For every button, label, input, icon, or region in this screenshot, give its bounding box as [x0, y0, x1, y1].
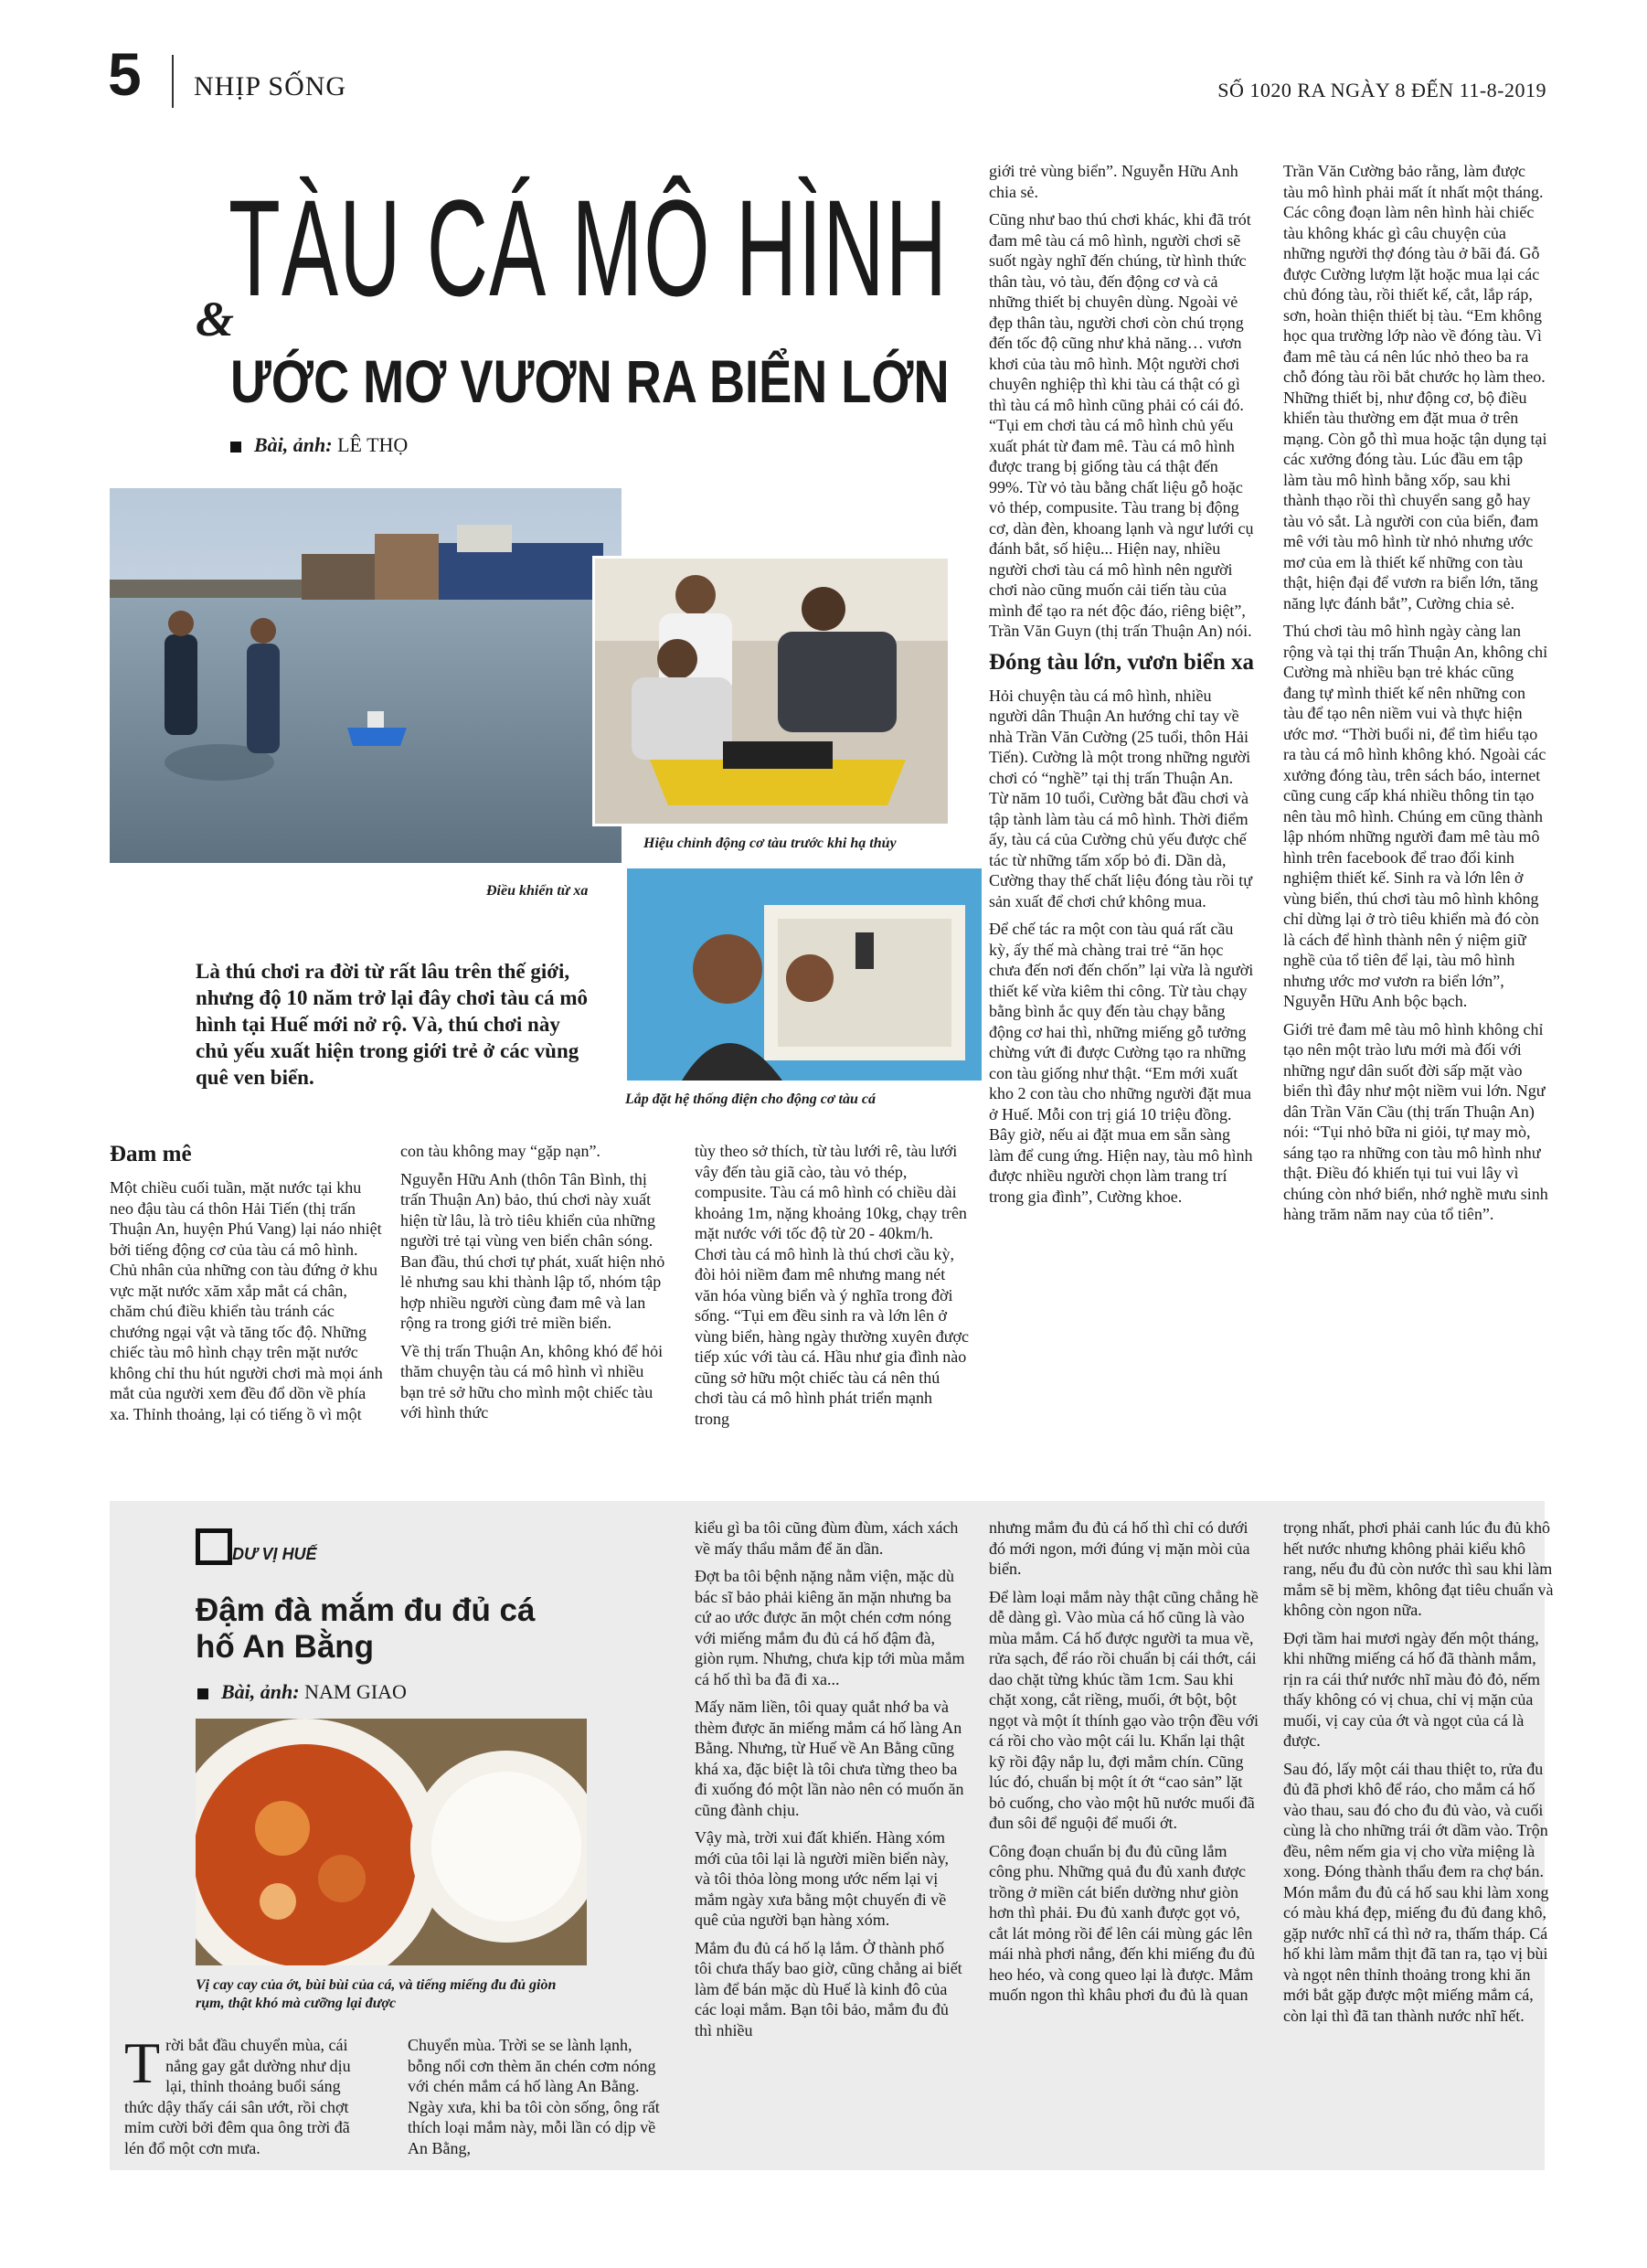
photo-fish-sauce-image	[196, 1719, 587, 1965]
col4-paragraph-3: Hỏi chuyện tàu cá mô hình, nhiều người dân Thuận An hướng chỉ tay về nhà Trần Văn Cường (25 tuổi, thôn Hải Tiến). Cường là một trong những người chơi có “nghề” tại thị trấn Thuận An. Từ năm 10 tuổi, Cường bắt đầu chơi và tập tành làm tàu cá mô hình. Thời điểm ấy, tàu cá của Cường chủ yếu được chế tác từ những tấm xốp bỏ đi. Dần dà, Cường thay thế chất liệu đóng tàu rồi tự sản xuất để chơi chứ không mua.	[989, 686, 1252, 910]
article-column-2	[400, 1141, 671, 1431]
caption-electrical: Lắp đặt hệ thống điện cho động cơ tàu cá	[625, 1091, 876, 1107]
box-column-d	[989, 1517, 1259, 2013]
dropcap: T	[124, 2030, 161, 2095]
box-byline	[197, 1680, 407, 1704]
col5-paragraph-1: Trần Văn Cường bảo rằng, làm được tàu mô hình phải mất ít nhất một tháng. Các công đoạn làm nên hình hài chiếc tàu không khác gì câu chuyện của những người thợ đóng tàu ở bãi đá. Gỗ được Cường lượm lặt hoặc mua lại các chủ đóng tàu, rồi thiết kế, cắt, lắp ráp, sơn, hoàn thiện thiết bị tàu. “Em không học qua trường lớp nào về đóng tàu. Vì đam mê tàu cá nên lúc nhỏ theo ba ra chỗ đóng tàu rồi bắt chước họ làm theo. Những thiết bị, như động cơ, bộ điều khiển tàu thường em đặt mua ở trên mạng. Còn gỗ thì mua hoặc tận dụng tại các xưởng đóng tàu. Lúc đầu em tập làm tàu mô hình bằng xốp, sau khi thành thạo rồi thì chuyển sang gỗ hay tàu vỏ sắt. Là người con của biển, đam mê với tàu mô hình từ nhỏ nhưng ước mơ của em là thiết kế những con tàu thật, hiện đại để vươn ra biển lớn, tăng năng lực đánh bắt”, Cường chia sẻ.	[1283, 162, 1547, 612]
byline-author: LÊ THỌ	[337, 433, 409, 456]
box-column-b	[408, 2035, 665, 2166]
section-name: NHỊP SỐNG	[194, 71, 347, 101]
box-col-c-paragraph-1: kiểu gì ba tôi cũng đùm đùm, xách xách về mấy thẩu mắm để ăn dần.	[695, 1518, 959, 1558]
col4-paragraph-4: Để chế tác ra một con tàu quá rất cầu kỳ, ấy thế mà chàng trai trẻ “ăn học chưa đến nơi đến chốn” lại vừa là người thiết kế vừa kiêm thi công. Từ tàu chạy bằng bình ắc quy đến tàu chạy bằng động cơ hai thì, những miếng gỗ tưởng chừng vứt đi được Cường tạo ra những con tàu giống như thật. “Em mới xuất kho 2 con tàu cho những người đặt mua ở Huế. Mỗi con trị giá 10 triệu đồng. Bây giờ, nếu ai đặt mua em sẵn sàng làm để cung ứng. Hiện nay, tàu mô hình được nhiều người chọn làm trang trí trong gia đình”, Cường khoe.	[989, 920, 1254, 1206]
caption-engine-tuning: Hiệu chỉnh động cơ tàu trước khi hạ thủy	[643, 836, 897, 851]
headline-main: TÀU CÁ MÔ HÌNH	[228, 171, 949, 325]
article-lead: Là thú chơi ra đời từ rất lâu trên thế giới, nhưng độ 10 năm trở lại đây chơi tàu cá mô hình tại Huế mới nở rộ. Và, thú chơi này chủ yếu xuất hiện trong giới trẻ ở các vùng quê ven biển.	[196, 960, 589, 1089]
box-col-c-paragraph-3: Mấy năm liền, tôi quay quắt nhớ ba và thèm được ăn miếng mắm cá hố làng An Bằng. Nhưng, từ Huế về An Bằng cũng khá xa, đặc biệt là tôi chưa từng theo ba đi xuống đó một lần nào nên có muốn ăn cũng đành chịu.	[695, 1698, 964, 1819]
col2-paragraph-1: con tàu không may “gặp nạn”.	[400, 1142, 600, 1160]
page-number: 5	[108, 40, 142, 108]
photo-remote-control-image	[110, 488, 622, 863]
photo-engine-tuning	[592, 556, 951, 826]
article-column-1	[110, 1139, 384, 1432]
article-column-3	[695, 1141, 969, 1436]
article-column-4	[989, 161, 1254, 1214]
box-photo-caption: Vị cay cay của ớt, bùi bùi của cá, và tiếng miếng đu đủ giòn rụm, thật khó mà cưỡng lại được	[196, 1977, 557, 2011]
photo-fish-sauce	[196, 1719, 587, 1965]
box-label: DƯ VỊ HUẾ	[232, 1545, 317, 1563]
box-col-c-paragraph-4: Vậy mà, trời xui đất khiến. Hàng xóm mới của tôi lại là người miền biển này, và tôi thỏa lòng mong ước nếm lại vị mắm ngày xưa bằng một chuyến đi về quê của người bạn hàng xóm.	[695, 1828, 950, 1929]
box-column-e	[1283, 1517, 1554, 2033]
subhead-passion: Đam mê	[110, 1142, 192, 1166]
box-byline-square-icon	[197, 1688, 208, 1699]
subhead-big-ships: Đóng tàu lớn, vươn biển xa	[989, 649, 1254, 675]
col4-paragraph-1: giới trẻ vùng biển”. Nguyễn Hữu Anh chia sẻ.	[989, 162, 1238, 201]
col2-paragraph-3: Về thị trấn Thuận An, không khó để hỏi thăm chuyện tàu cá mô hình vì nhiều bạn trẻ sở hữu cho mình một chiếc tàu với hình thức	[400, 1341, 664, 1421]
box-col-c-paragraph-5: Mắm đu đủ cá hố lạ lắm. Ở thành phố tôi chưa thấy bao giờ, cũng chẳng ai biết làm để bán mặc dù Huế là kinh đô của các loại mắm. Bạn tôi bảo, mắm đu đủ thì nhiều	[695, 1938, 962, 2039]
box-logo-icon	[196, 1528, 232, 1565]
box-column-a	[124, 2030, 371, 2158]
box-col-a-text: rời bắt đầu chuyển mùa, cái nắng gay gắt dường như dịu lại, thỉnh thoảng buổi sáng thức dậy thấy cái sân ướt, rồi chợt mỉm cười bởi đêm qua ông trời đã lén đổ một cơn mưa.	[124, 2036, 351, 2157]
header-divider	[172, 55, 174, 108]
box-col-d-paragraph-2: Để làm loại mắm này thật cũng chẳng hề dễ dàng gì. Vào mùa cá hố cũng là vào mùa mắm. Cá hố được người ta mua về, rửa sạch, để ráo rồi chuẩn bị cái thớt, cái dao chặt từng khúc tầm 1cm. Sau khi chặt xong, cắt riềng, muối, ớt bột, bột ngọt và một ít thính gạo vào trộn đều với cá rồi cho vào một cái lu. Khẩn lại thật kỹ rồi đậy nắp lu, đợi mắm chín. Cũng lúc đó, chuẩn bị một ít ớt “cao sản” lặt bỏ cuống, cho vào một hũ nước muối đã đun sôi để nguội để muối ớt.	[989, 1587, 1259, 1832]
col4-paragraph-2: Cũng như bao thú chơi khác, khi đã trót đam mê tàu cá mô hình, người chơi sẽ suốt ngày nghĩ đến chúng, từ hình thức thân tàu, vỏ tàu, đến động cơ và cả những thiết bị chuyên dùng. Ngoài vẻ đẹp thân tàu, người chơi còn chú trọng đến tốc độ cũng như khả năng… vươn khơi của tàu mô hình. Một người chơi chuyên nghiệp thì khi tàu cá thật có gì thì tàu cá mô hình cũng phải có cái đó. “Tụi em chơi tàu cá mô hình chủ yếu xuất phát từ đam mê. Tàu cá mô hình được trang bị giống tàu cá thật đến 99%. Từ vỏ tàu bằng chất liệu gỗ hoặc vỏ thép, compusite. Tàu trang bị động cơ, dàn đèn, khoang lạnh và ngư lưới cụ đánh bắt, số hiệu... Hiện nay, nhiều người chơi tàu cá mô hình nên người chơi nào cũng muốn cải tiến tàu của mình để tạo ra nét độc đáo, riêng biệt”, Trần Văn Guyn (thị trấn Thuận An) nói.	[989, 210, 1254, 640]
box-col-b-text: Chuyển mùa. Trời se se lành lạnh, bỗng nổi cơn thèm ăn chén cơm nóng với chén mắm cá hố làng An Bằng. Ngày xưa, khi ba tôi còn sống, ông rất thích loại mắm này, mỗi lần có dịp về An Bằng,	[408, 2036, 660, 2157]
box-col-e-paragraph-3: Sau đó, lấy một cái thau thiệt to, rửa đu đủ đã phơi khô để ráo, cho mắm cá hố vào thau, sau đó cho đu đủ vào, và cuối cùng là cho những trái ớt dầm vào. Trộn đều, nêm nếm gia vị cho vừa miệng là xong. Đóng thành thẩu đem ra chợ bán. Món mắm đu đủ cá hố sau khi làm xong có màu khá đẹp, miếng đu đủ đang khô, gặp nước nhĩ cá thì nở ra, thấm tháp. Cá hố khi làm mắm thịt đã tan ra, tạo vị bùi và ngọt nên thỉnh thoảng trong khi ăn mới bắt gặp được một miếng mắm cá, còn lại thì đã tan thành nước nhĩ hết.	[1283, 1759, 1549, 2025]
box-col-d-paragraph-1: nhưng mắm đu đủ cá hố thì chỉ có dưới đó mới ngon, mới đúng vị mặn mòi của biển.	[989, 1518, 1250, 1578]
box-col-c-paragraph-2: Đợt ba tôi bệnh nặng nằm viện, mặc dù bác sĩ bảo phải kiêng ăn mặn nhưng ba cứ ao ước được ăn một chén cơm nóng với miếng mắm đu đủ cá hố đậm đà, giòn rụm. Nhưng, chưa kịp tới mùa mắm cá hố thì ba đã đi xa...	[695, 1567, 965, 1688]
box-byline-author: NAM GIAO	[304, 1680, 407, 1703]
photo-engine-tuning-image	[595, 559, 948, 824]
photo-electrical	[627, 868, 982, 1081]
box-col-d-paragraph-3: Công đoạn chuẩn bị đu đủ cũng lắm công phu. Những quả đu đủ xanh được trồng ở miền cát biển dường như giòn hơn thì phải. Đu đủ xanh được gọt vỏ, cắt lát mỏng rồi để lên cái mùng gác lên mái nhà phơi nắng, đến khi miếng đu đủ heo héo, và cong queo lại là được. Mắm muốn ngon thì khâu phơi đu đủ là quan	[989, 1841, 1255, 2004]
caption-remote-control: Điều khiển từ xa	[486, 883, 589, 899]
byline-square-icon	[230, 442, 241, 453]
issue-info: SỐ 1020 RA NGÀY 8 ĐẾN 11-8-2019	[1217, 79, 1546, 101]
article-column-5	[1283, 161, 1548, 1232]
col5-paragraph-2: Thú chơi tàu mô hình ngày càng lan rộng và tại thị trấn Thuận An, không chỉ Cường mà nhiều bạn trẻ khác cũng đang tự mình thiết kế nên những con tàu để tạo nên niềm vui và thực hiện ước mơ. “Thời buổi ni, để tìm hiểu tạo ra tàu cá mô hình không khó. Ngoài các xưởng đóng tàu, trên sách báo, internet cũng cung cấp khá nhiều thông tin tạo nên tàu mô hình. Chúng em cũng thành lập nhóm những người đam mê tàu mô hình trên facebook để trao đổi kinh nghiệm thiết kế. Sinh ra và lớn lên ở vùng biển, thú chơi tàu mô hình không chỉ dừng lại ở trò tiêu khiển mà đó còn là cách để hình thành nên ý niệm giữ nghề của tổ tiên để lại, tàu mô hình nhưng ước mơ vươn ra biển lớn”, Nguyễn Hữu Anh bộc bạch.	[1283, 622, 1548, 1010]
box-column-c	[695, 1517, 965, 2048]
article-byline	[230, 433, 408, 457]
headline-sub: ƯỚC MƠ VƯƠN RA BIỂN LỚN	[230, 347, 950, 415]
box-col-e-paragraph-1: trọng nhất, phơi phải canh lúc đu đủ khô hết nước nhưng không phải kiểu khô rang, nếu đu đủ còn nước thì sau khi làm mắm sẽ bị mềm, không đạt tiêu chuẩn và không còn ngon nữa.	[1283, 1518, 1554, 1619]
col3-paragraph: tùy theo sở thích, từ tàu lưới rê, tàu lưới vây đến tàu giã cào, tàu vỏ thép, compusite. Tàu cá mô hình có chiều dài khoảng 1m, nặng khoảng 10kg, chạy trên mặt nước với tốc độ từ 20 - 40km/h. Chơi tàu cá mô hình là thú chơi cầu kỳ, đòi hỏi niềm đam mê nhưng mang nét văn hóa vùng biển và ý nghĩa trong đời sống. “Tụi em đều sinh ra và lớn lên ở vùng biển, hàng ngày thường xuyên được tiếp xúc với tàu cá. Hầu như gia đình nào cũng sở hữu một chiếc tàu cá nên thú chơi tàu cá mô hình phát triển mạnh trong	[695, 1142, 969, 1428]
photo-remote-control	[110, 488, 622, 863]
col5-paragraph-3: Giới trẻ đam mê tàu mô hình không chỉ tạo nên một trào lưu mới mà đối với những ngư dân suốt đời sấp mặt vào biển thì đây như một niềm vui lớn. Ngư dân Trần Văn Cầu (thị trấn Thuận An) nói: “Tụi nhỏ bữa ni giỏi, tự may mò, sáng tạo ra những con tàu mô hình như thật. Điều đó khiến tụi tui vui lây vì chúng còn nhớ biển, nhớ nghề mưu sinh hàng trăm năm nay của tổ tiên”.	[1283, 1019, 1548, 1223]
photo-electrical-image	[627, 868, 982, 1081]
col1-paragraph: Một chiều cuối tuần, mặt nước tại khu neo đậu tàu cá thôn Hải Tiến (thị trấn Thuận An, huyện Phú Vang) lại náo nhiệt bởi tiếng động cơ của tàu cá mô hình. Chủ nhân của những con tàu đứng ở khu vực mặt nước xăm xắp mắt cá chân, chăm chú điều khiển tàu tránh các chướng ngại vật và tăng tốc độ. Những chiếc tàu mô hình chạy trên mặt nước không chỉ thu hút người chơi mà mọi ánh mắt của người xem đều đổ dồn về phía xa. Thỉnh thoảng, lại có tiếng ồ vì một	[110, 1178, 383, 1423]
title-ampersand: &	[196, 292, 235, 346]
byline-label: Bài, ảnh:	[254, 433, 333, 456]
box-byline-label: Bài, ảnh:	[221, 1680, 300, 1703]
col2-paragraph-2: Nguyễn Hữu Anh (thôn Tân Bình, thị trấn Thuận An) bảo, thú chơi này xuất hiện từ lâu, là trò tiêu khiển của những người trẻ tại vùng ven biển chân sóng. Ban đầu, thú chơi tự phát, xuất hiện nhỏ lẻ nhưng sau khi thành lập tổ, nhóm tập hợp nhiều người cùng đam mê và lan rộng ra trong giới trẻ miền biển.	[400, 1169, 665, 1332]
box-col-e-paragraph-2: Đợi tầm hai mươi ngày đến một tháng, khi những miếng cá hố đã thành mắm, rịn ra cái thứ nước nhĩ màu đỏ đỏ, nếm thấy không có vị chua, chỉ vị mặn của muối, vị cay của ớt và ngọt của cá là được.	[1283, 1628, 1540, 1750]
box-title: Đậm đà mắm đu đủ cá hố An Bằng	[196, 1592, 536, 1665]
